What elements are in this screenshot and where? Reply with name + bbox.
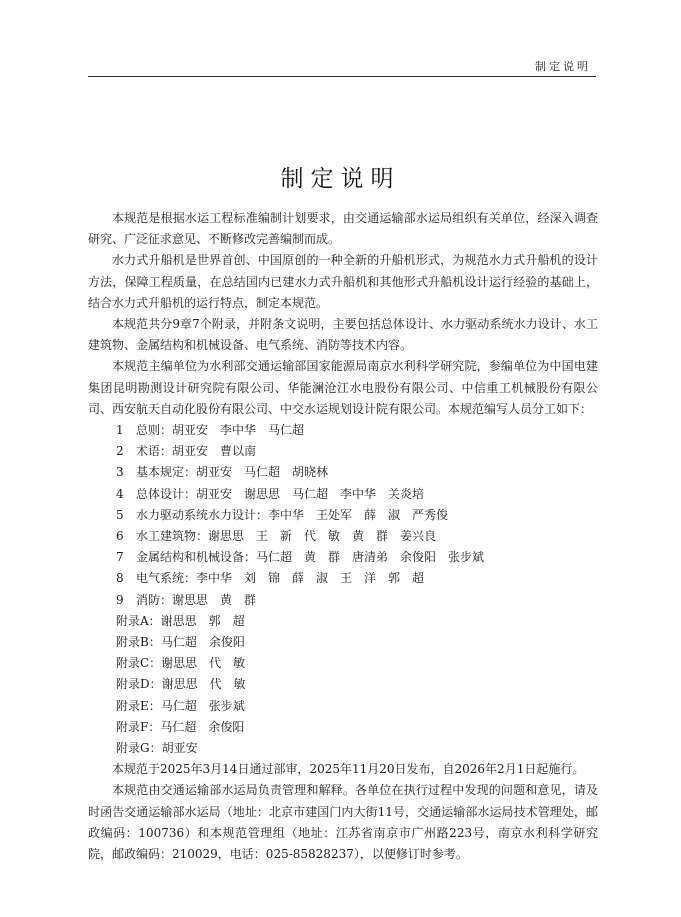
chapter-text: 总则：胡亚安 李中华 马仁超 — [136, 423, 305, 438]
paragraph-scope: 本规范共分9章7个附录，并附条文说明，主要包括总体设计、水力驱动系统水力设计、水工建筑物、金属结构和机械设备、电气系统、消防等技术内容。 — [88, 317, 598, 353]
chapter-number: 2 — [116, 444, 124, 459]
paragraph-contact: 本规范由交通运输部水运局负责管理和解释。各单位在执行过程中发现的问题和意见，请及时函告交通运输部水运局（地址：北京市建国门内大街11号，交通运输部水运局技术管理处，邮政编码：100736）和本规范管理组（地址：江苏省南京市广州路223号，南京水利科学研究院，邮政编码：210029，电话：025-85828237），以便修订时参考。 — [88, 783, 598, 862]
chapter-entry — [88, 590, 598, 611]
header-rule — [88, 76, 596, 77]
running-head: 制定说明 — [535, 60, 591, 73]
chapter-entry — [88, 547, 598, 568]
document-body — [88, 208, 598, 865]
chapter-entry — [88, 441, 598, 462]
chapter-number: 7 — [116, 550, 124, 565]
paragraph-units: 本规范主编单位为水利部交通运输部国家能源局南京水利科学研究院，参编单位为中国电建集团昆明勘测设计研究院有限公司、华能澜沧江水电股份有限公司、中信重工机械股份有限公司、西安航天自动化股份有限公司、中交水运规划设计院有限公司。本规范编写人员分工如下： — [88, 359, 598, 416]
chapter-number: 8 — [116, 571, 124, 586]
appendix-entry: 附录B：马仁超 余俊阳 — [116, 635, 245, 650]
chapter-number: 1 — [116, 423, 124, 438]
paragraph-purpose: 本规范是根据水运工程标准编制计划要求，由交通运输部水运局组织有关单位，经深入调查研究、广泛征求意见、不断修改完善编制而成。 — [88, 211, 598, 247]
chapter-entry — [88, 462, 598, 483]
paragraph-background: 水力式升船机是世界首创、中国原创的一种全新的升船机形式，为规范水力式升船机的设计方法，保障工程质量，在总结国内已建水力式升船机和其他形式升船机设计运行经验的基础上，结合水力式升船机的运行特点，制定本规范。 — [88, 253, 598, 310]
chapter-text: 消防：谢思思 黄 群 — [136, 592, 257, 607]
appendix-entry: 附录C：谢思思 代 敏 — [116, 656, 246, 671]
chapter-number: 3 — [116, 465, 124, 480]
chapter-entry — [88, 484, 598, 505]
appendix-entry: 附录D：谢思思 代 敏 — [116, 677, 246, 692]
appendix-entry: 附录E：马仁超 张步斌 — [116, 698, 245, 713]
chapter-text: 水力驱动系统水力设计：李中华 王处军 薛 淑 严秀俊 — [136, 507, 449, 522]
appendix-entry: 附录F：马仁超 余俊阳 — [116, 719, 245, 734]
chapter-text: 水工建筑物：谢思思 王 新 代 敏 黄 群 姜兴良 — [136, 529, 437, 544]
chapter-entry — [88, 505, 598, 526]
paragraph-effective-date: 本规范于2025年3月14日通过部审，2025年11月20日发布，自2026年2月1日起施行。 — [112, 762, 585, 777]
chapter-text: 电气系统：李中华 刘 锦 薛 淑 王 洋 郭 超 — [136, 571, 425, 586]
chapter-text: 基本规定：胡亚安 马仁超 胡晓林 — [136, 465, 329, 480]
appendix-entry: 附录G：胡亚安 — [116, 741, 198, 756]
chapter-number: 6 — [116, 529, 124, 544]
chapter-number: 4 — [116, 486, 124, 501]
page-title: 制定说明 — [280, 166, 401, 192]
chapter-text: 术语：胡亚安 曹以南 — [136, 444, 257, 459]
chapter-number: 9 — [116, 592, 124, 607]
chapter-text: 总体设计：胡亚安 谢思思 马仁超 李中华 关炎培 — [136, 486, 425, 501]
chapter-text: 金属结构和机械设备：马仁超 黄 群 唐清弟 余俊阳 张步斌 — [136, 550, 485, 565]
chapter-entry — [88, 568, 598, 589]
appendix-entry: 附录A：谢思思 郭 超 — [116, 613, 245, 628]
chapter-number: 5 — [116, 507, 124, 522]
chapter-entry — [88, 420, 598, 441]
chapter-entry — [88, 526, 598, 547]
